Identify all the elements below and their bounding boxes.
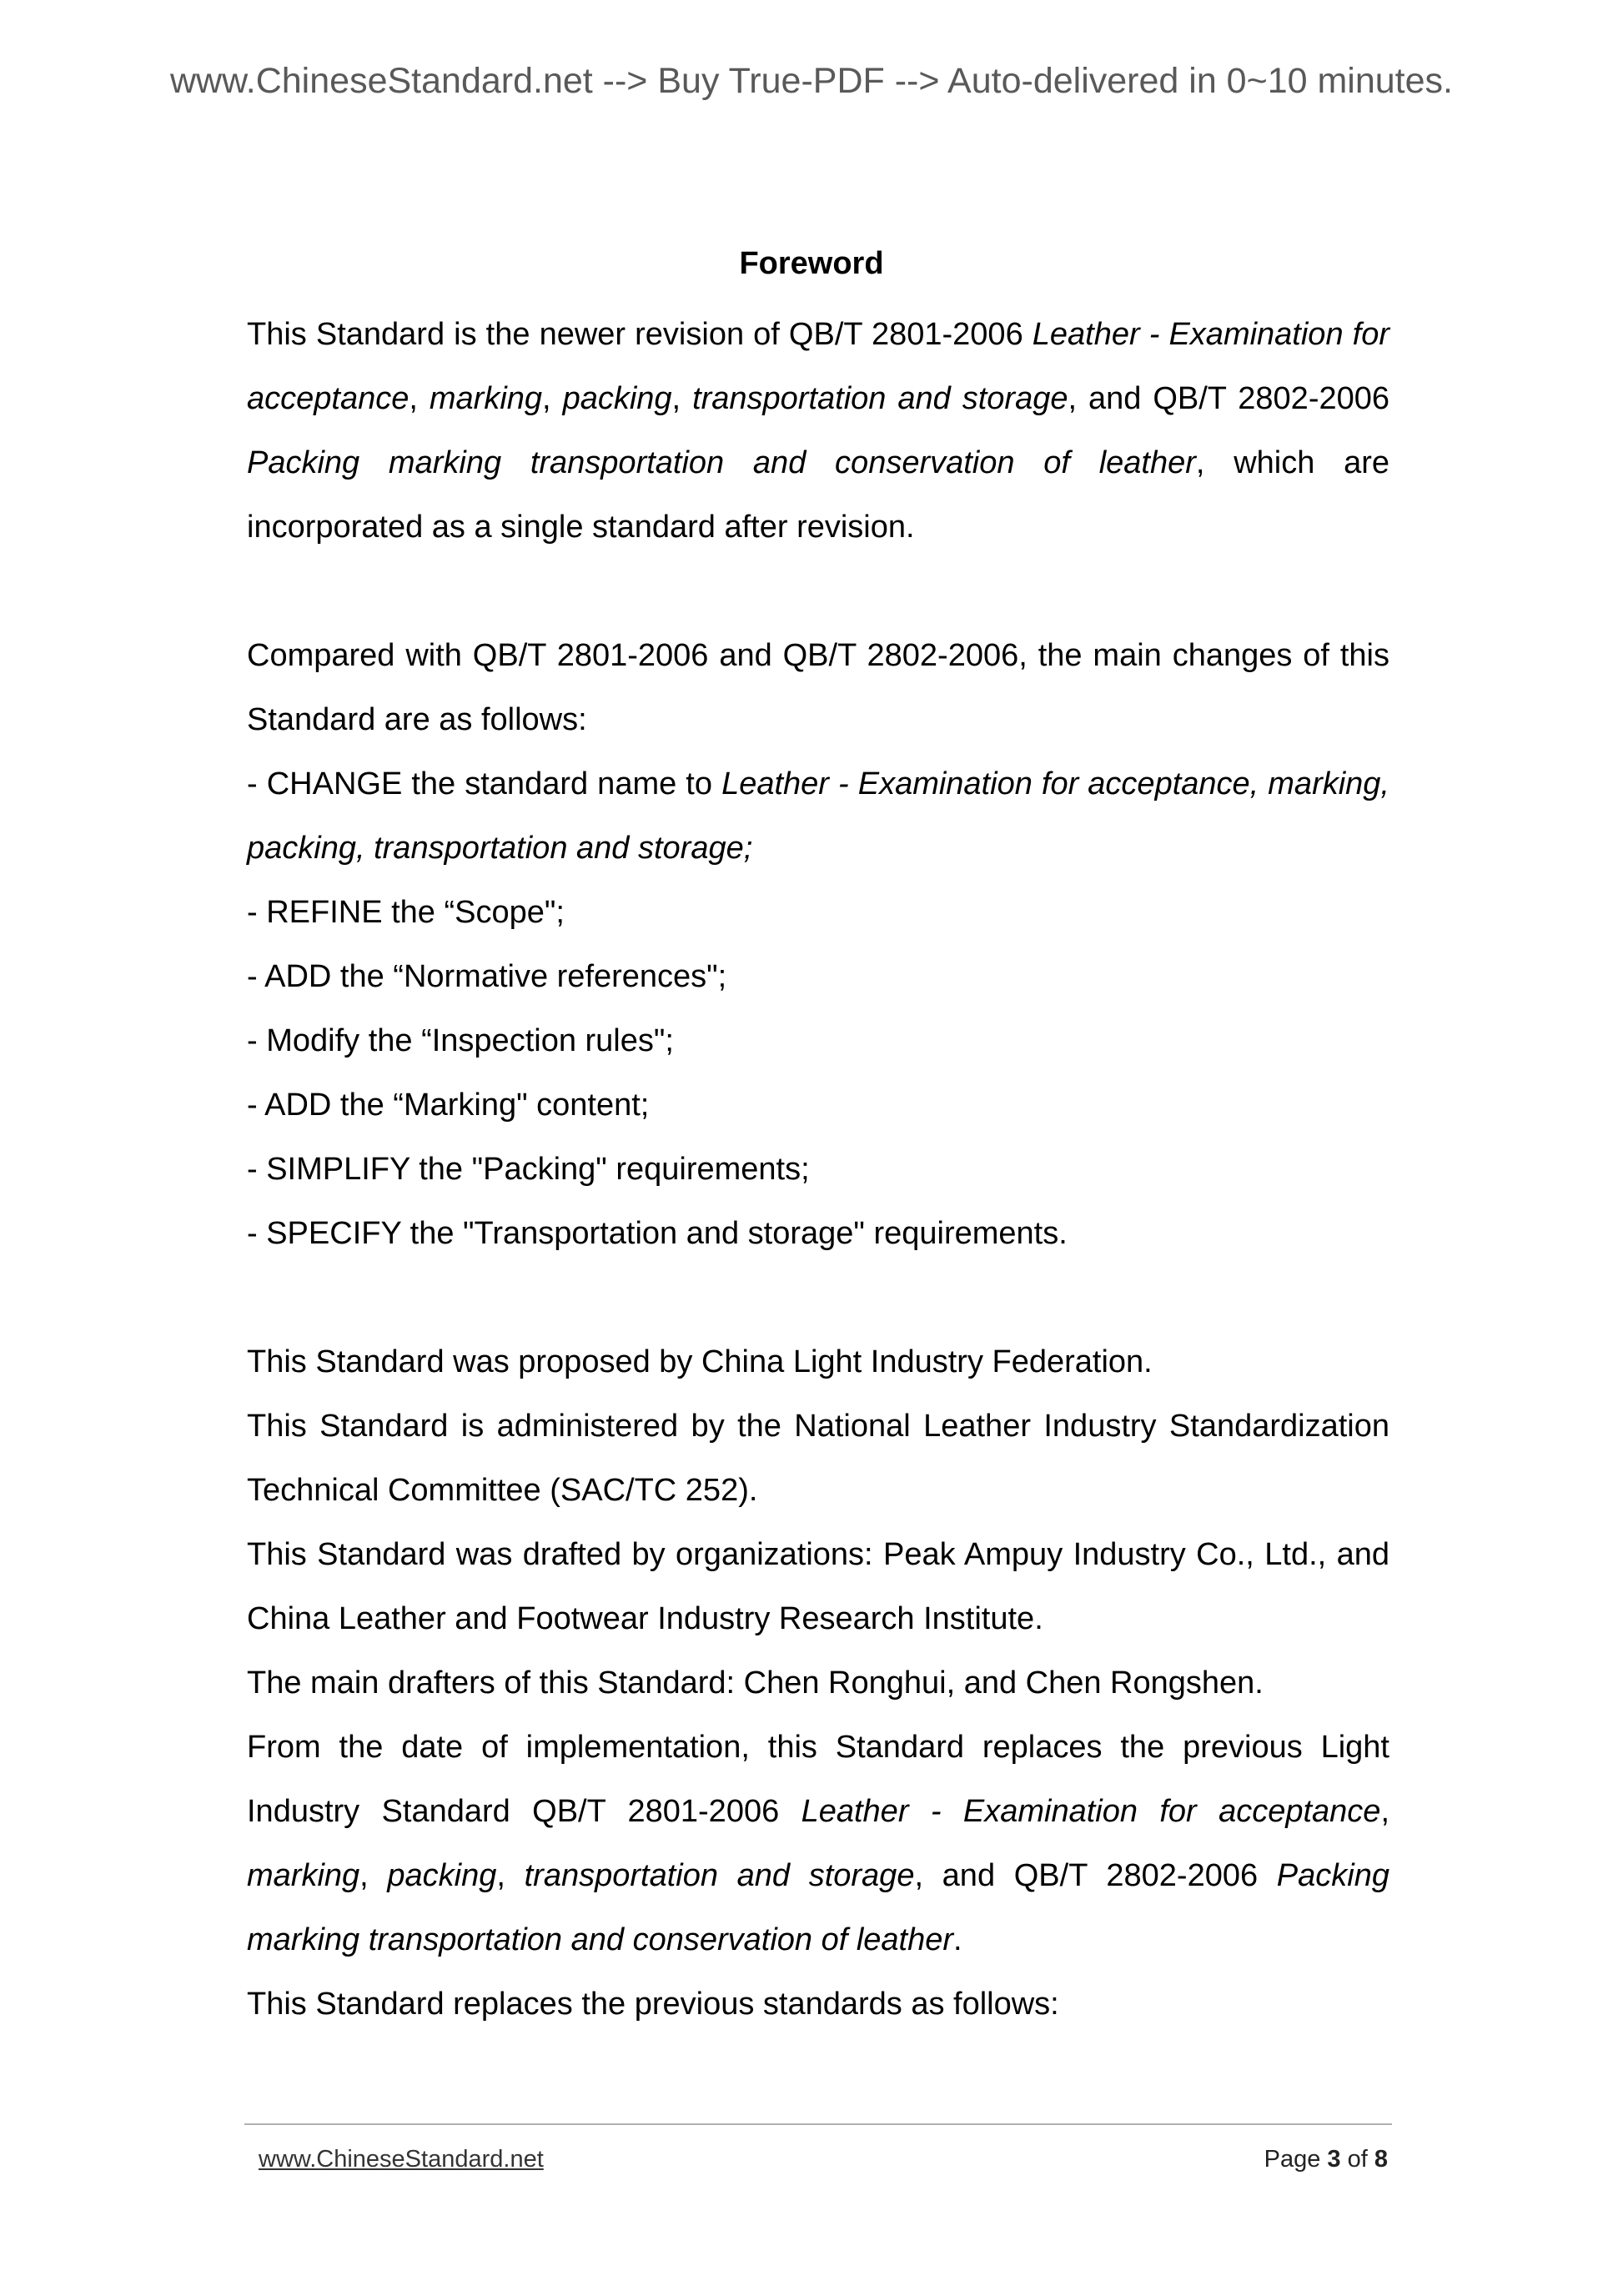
title-italic: Packing marking transportation and conservation of leather <box>247 445 1196 480</box>
top-banner: www.ChineseStandard.net --> Buy True-PDF --> Auto-delivered in 0~10 minutes. <box>169 61 1453 101</box>
change-item: - REFINE the “Scope"; <box>247 895 565 930</box>
text-span: , <box>409 381 430 416</box>
change-item: - ADD the “Marking" content; <box>247 1088 650 1123</box>
change-item <box>247 752 1389 881</box>
footer-site-link[interactable]: www.ChineseStandard.net <box>259 2146 544 2173</box>
text-span: , <box>542 381 563 416</box>
text-span: , and QB/T 2802-2006 <box>1068 381 1390 416</box>
text-span: , and QB/T 2802-2006 <box>914 1858 1277 1893</box>
change-item: - SPECIFY the "Transportation and storage" requirements. <box>247 1216 1068 1251</box>
title-italic: packing <box>387 1858 497 1893</box>
document-body <box>247 303 1389 2037</box>
change-item: - Modify the “Inspection rules"; <box>247 1023 674 1058</box>
revision-paragraph <box>247 303 1389 560</box>
text-span: , <box>1380 1794 1389 1829</box>
text-span: This Standard is the newer revision of QB/T 2801-2006 <box>247 317 1033 352</box>
title-italic: Leather - Examination for acceptance <box>247 317 1389 416</box>
change-item: - ADD the “Normative references"; <box>247 959 727 994</box>
title-italic: Packing marking transportation and conservation of leather <box>247 1858 1389 1957</box>
text-span: . <box>953 1922 962 1957</box>
of-word: of <box>1340 2146 1374 2173</box>
total-pages: 8 <box>1374 2146 1388 2173</box>
title-italic: marking <box>247 1858 360 1893</box>
proposed-statement: This Standard was proposed by China Light Industry Federation. <box>247 1344 1153 1379</box>
title-italic: packing <box>562 381 672 416</box>
page-word: Page <box>1264 2146 1328 2173</box>
title-italic: marking <box>429 381 543 416</box>
text-span: - CHANGE the standard name to <box>247 766 722 801</box>
replaces-list-intro: This Standard replaces the previous standards as follows: <box>247 1987 1059 2022</box>
title-italic: Leather - Examination for acceptance, marking, packing, transportation and storage; <box>247 766 1389 866</box>
change-item: - SIMPLIFY the "Packing" requirements; <box>247 1152 810 1187</box>
title-italic: transportation and storage <box>692 381 1068 416</box>
changes-intro: Compared with QB/T 2801-2006 and QB/T 2802-2006, the main changes of this Standard are as follows: <box>247 638 1389 737</box>
administered-statement: This Standard is administered by the National Leather Industry Standardization Technical Committee (SAC/TC 252). <box>247 1409 1389 1508</box>
title-italic: transportation and storage <box>524 1858 915 1893</box>
replaces-statement <box>247 1716 1389 1972</box>
current-page: 3 <box>1327 2146 1341 2173</box>
drafters-statement: The main drafters of this Standard: Chen Ronghui, and Chen Rongshen. <box>247 1665 1264 1701</box>
text-span: , <box>359 1858 388 1893</box>
text-span: From the date of implementation, this Standard replaces the previous Light Industry Standard QB/T 2801-2006 <box>247 1730 1389 1829</box>
text-span: , which are incorporated as a single standard after revision. <box>247 445 1390 545</box>
text-span: , <box>671 381 693 416</box>
text-span: , <box>496 1858 525 1893</box>
drafted-statement: This Standard was drafted by organizations: Peak Ampuy Industry Co., Ltd., and China Leather and Footwear Industry Research Institute. <box>247 1537 1389 1636</box>
footer-divider <box>244 2123 1392 2125</box>
page-number <box>1264 2145 1388 2174</box>
title-italic: Leather - Examination for acceptance <box>801 1794 1381 1829</box>
page-title: Foreword <box>739 246 884 281</box>
